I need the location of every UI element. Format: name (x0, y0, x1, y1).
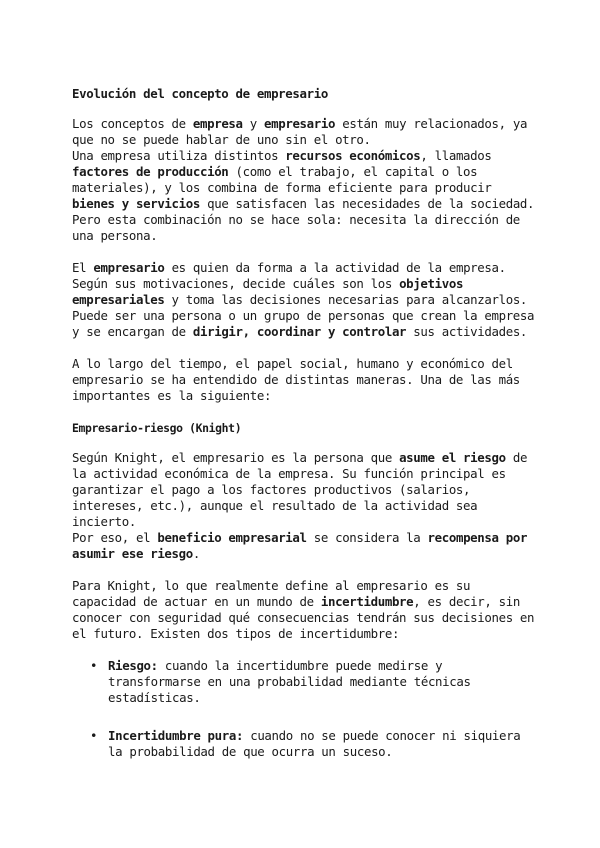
paragraph-empresario-definicion (72, 260, 540, 340)
text-run: de la actividad económica de la empresa. Su función principal es garantizar el pago a los factores productivos (salarios, intereses, etc.), aunque el resultado de la actividad sea incierto. (72, 450, 528, 529)
bold-term: factores de producción (72, 164, 229, 179)
incertidumbre-types-list (72, 658, 540, 760)
text-run: Una empresa utiliza distintos (72, 148, 286, 163)
bullet-icon: • (90, 658, 98, 673)
paragraph-incertidumbre (72, 578, 540, 642)
text-run: se considera la (306, 530, 428, 545)
text-run: Según Knight, el empresario es la persona que (72, 450, 400, 465)
document-title: Evolución del concepto de empresario (72, 86, 328, 101)
paragraph-empresa-recursos (72, 148, 540, 212)
text-run: cuando no se puede conocer ni siquiera la probabilidad de que ocurra un suceso. (108, 728, 521, 759)
list-item-incertidumbre-pura (90, 728, 540, 760)
text-run: Por eso, el (72, 530, 158, 545)
bold-term: recompensa por asumir ese riesgo (72, 530, 528, 561)
text-run: y (242, 116, 264, 131)
bullet-icon: • (90, 728, 98, 743)
bold-term: Riesgo: (108, 658, 158, 673)
text-run: cuando la incertidumbre puede medirse y transformarse en una probabilidad mediante técnicas estadísticas. (108, 658, 471, 705)
bold-term: beneficio empresarial (157, 530, 307, 545)
text-run: y toma las decisiones necesarias para alcanzarlos. Puede ser una persona o un grupo de personas que crean la empresa y se encargan de (72, 292, 535, 339)
text-run: , llamados (420, 148, 492, 163)
text-run: Pero esta combinación no se hace sola: necesita la dirección de una persona. (72, 212, 520, 243)
bold-term: asume el riesgo (399, 450, 506, 465)
bold-term: empresario (93, 260, 165, 275)
text-run: están muy relacionados, ya que no se puede hablar de uno sin el otro. (72, 116, 528, 147)
paragraph-beneficio (72, 530, 540, 562)
bold-term: empresario (264, 116, 336, 131)
text-run: A lo largo del tiempo, el papel social, humano y económico del empresario se ha entendido de distintas maneras. Una de las más importantes es la siguiente: (72, 356, 520, 403)
text-run: es quien da forma a la actividad de la empresa. Según sus motivaciones, decide cuáles son los (72, 260, 506, 291)
text-run: (como el trabajo, el capital o los materiales), y los combina de forma eficiente para producir (72, 164, 492, 195)
bold-term: objetivos empresariales (72, 276, 464, 307)
section-heading-knight: Empresario-riesgo (Knight) (72, 421, 242, 435)
bold-term: recursos económicos (285, 148, 421, 163)
bold-term: incertidumbre (320, 594, 414, 609)
text-run: . (192, 546, 200, 561)
paragraph-intro (72, 116, 540, 148)
bold-term: Incertidumbre pura: (108, 728, 244, 743)
text-run: que satisfacen las necesidades de la sociedad. (199, 196, 535, 211)
list-item-text (108, 728, 520, 759)
list-item-text (108, 658, 471, 705)
paragraph-knight-riesgo (72, 450, 540, 530)
paragraph-combinacion (72, 212, 540, 244)
text-run: Para Knight, lo que realmente define al empresario es su capacidad de actuar en un mundo de (72, 578, 471, 609)
text-run: El (72, 260, 94, 275)
list-item-riesgo (90, 658, 540, 706)
bold-term: bienes y servicios (72, 196, 200, 211)
bold-term: empresa (192, 116, 243, 131)
text-run: Los conceptos de (72, 116, 193, 131)
bold-term: dirigir, coordinar y controlar (192, 324, 407, 339)
text-run: , es decir, sin conocer con seguridad qué consecuencias tendrán sus decisiones en el futuro. Existen dos tipos de incertidumbre: (72, 594, 535, 641)
paragraph-papel-historico (72, 356, 540, 404)
text-run: sus actividades. (406, 324, 528, 339)
